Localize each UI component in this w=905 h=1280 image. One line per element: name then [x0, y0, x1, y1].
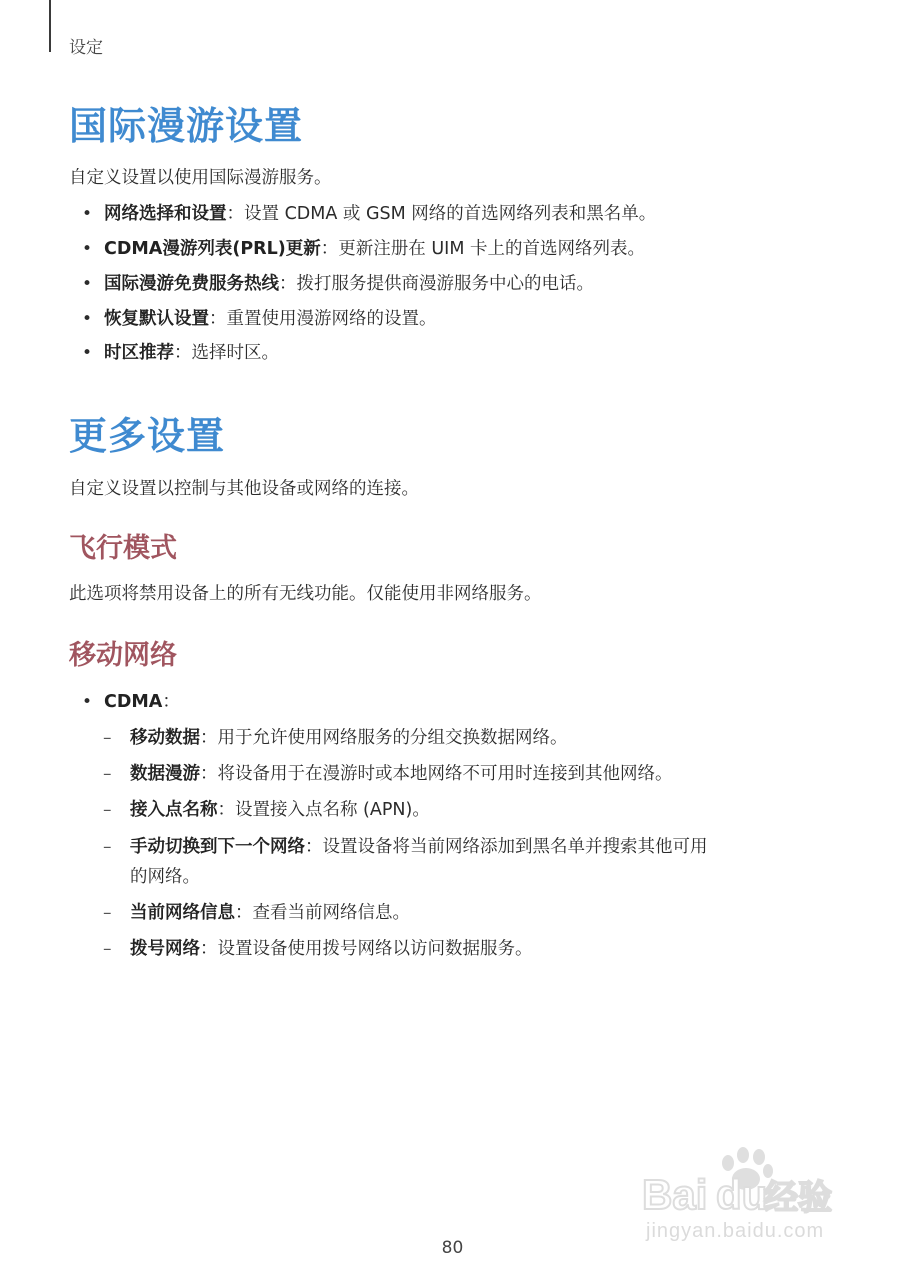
- item-desc: 拨打服务提供商漫游服务中心的电话。: [296, 274, 594, 294]
- bullet: •: [82, 204, 93, 224]
- item-sep: ：: [279, 274, 297, 294]
- item-term: 数据漫游: [130, 764, 200, 784]
- sub-list-item: [0, 902, 905, 928]
- item-sep: ：: [174, 343, 192, 363]
- watermark-url: jingyan.baidu.com: [646, 1220, 825, 1242]
- bullet: •: [82, 343, 93, 363]
- item-desc-continued: 的网络。: [130, 867, 200, 887]
- dash: –: [103, 903, 112, 923]
- list-item: [0, 308, 905, 334]
- item-term: 接入点名称: [130, 800, 218, 820]
- bullet: •: [82, 309, 93, 329]
- item-term: CDMA漫游列表(PRL)更新: [104, 239, 321, 259]
- item-sep: ：: [305, 837, 323, 857]
- item-desc: 设置设备将当前网络添加到黑名单并搜索其他可用: [322, 837, 708, 857]
- section-label: 设定: [69, 38, 103, 58]
- dash: –: [103, 800, 112, 820]
- bullet: •: [82, 239, 93, 259]
- item-desc: 重置使用漫游网络的设置。: [226, 309, 437, 329]
- item-desc: 设置 CDMA 或 GSM 网络的首选网络列表和黑名单。: [244, 204, 657, 224]
- margin-rule: [49, 0, 51, 52]
- bullet: •: [82, 274, 93, 294]
- item-sep: ：: [200, 728, 218, 748]
- list-item: [0, 238, 905, 264]
- item-desc: 用于允许使用网络服务的分组交换数据网络。: [217, 728, 568, 748]
- item-sep: ：: [217, 800, 235, 820]
- item-term: 网络选择和设置: [104, 204, 227, 224]
- dash: –: [103, 939, 112, 959]
- item-term: 恢复默认设置: [104, 309, 209, 329]
- item-term: 手动切换到下一个网络: [130, 837, 305, 857]
- item-term: CDMA: [104, 692, 163, 712]
- airplane-mode-title: 飞行模式: [69, 533, 177, 564]
- item-sep: ：: [200, 939, 218, 959]
- dash: –: [103, 837, 112, 857]
- mobile-network-title: 移动网络: [69, 640, 177, 671]
- item-term: 当前网络信息: [130, 903, 235, 923]
- item-desc: 选择时区。: [191, 343, 279, 363]
- watermark-tagline: 经验: [764, 1178, 832, 1218]
- sub-list-item: [0, 799, 905, 825]
- item-sep: ：: [235, 903, 253, 923]
- sub-list-item: [0, 727, 905, 753]
- dash: –: [103, 728, 112, 748]
- page-number: 80: [441, 1238, 464, 1258]
- item-term: 时区推荐: [104, 343, 174, 363]
- watermark-brand-2: du: [716, 1171, 768, 1218]
- list-item: [0, 203, 905, 229]
- item-desc: 设置接入点名称 (APN)。: [235, 800, 430, 820]
- item-term: 拨号网络: [130, 939, 200, 959]
- roaming-intro: 自定义设置以使用国际漫游服务。: [69, 168, 332, 188]
- item-sep: ：: [162, 692, 180, 712]
- watermark-brand: Bai: [642, 1171, 708, 1218]
- item-sep: ：: [226, 204, 244, 224]
- item-term: 国际漫游免费服务热线: [104, 274, 279, 294]
- sub-list-item: [0, 938, 905, 964]
- more-settings-title: 更多设置: [69, 414, 226, 458]
- item-sep: ：: [320, 239, 339, 259]
- list-item: [0, 691, 905, 717]
- item-term: 移动数据: [130, 728, 200, 748]
- airplane-mode-desc: 此选项将禁用设备上的所有无线功能。仅能使用非网络服务。: [69, 584, 542, 604]
- sub-list-item: [0, 836, 905, 892]
- dash: –: [103, 764, 112, 784]
- sub-list-item: [0, 763, 905, 789]
- bullet: •: [82, 692, 93, 712]
- list-item: [0, 342, 905, 368]
- roaming-title: 国际漫游设置: [69, 104, 304, 148]
- item-desc: 设置设备使用拨号网络以访问数据服务。: [217, 939, 533, 959]
- item-desc: 查看当前网络信息。: [252, 903, 410, 923]
- item-sep: ：: [209, 309, 227, 329]
- item-desc: 更新注册在 UIM 卡上的首选网络列表。: [338, 239, 645, 259]
- item-desc: 将设备用于在漫游时或本地网络不可用时连接到其他网络。: [217, 764, 673, 784]
- item-sep: ：: [200, 764, 218, 784]
- list-item: [0, 273, 905, 299]
- baidu-jingyan-watermark: [640, 1145, 850, 1245]
- more-settings-intro: 自定义设置以控制与其他设备或网络的连接。: [69, 479, 419, 499]
